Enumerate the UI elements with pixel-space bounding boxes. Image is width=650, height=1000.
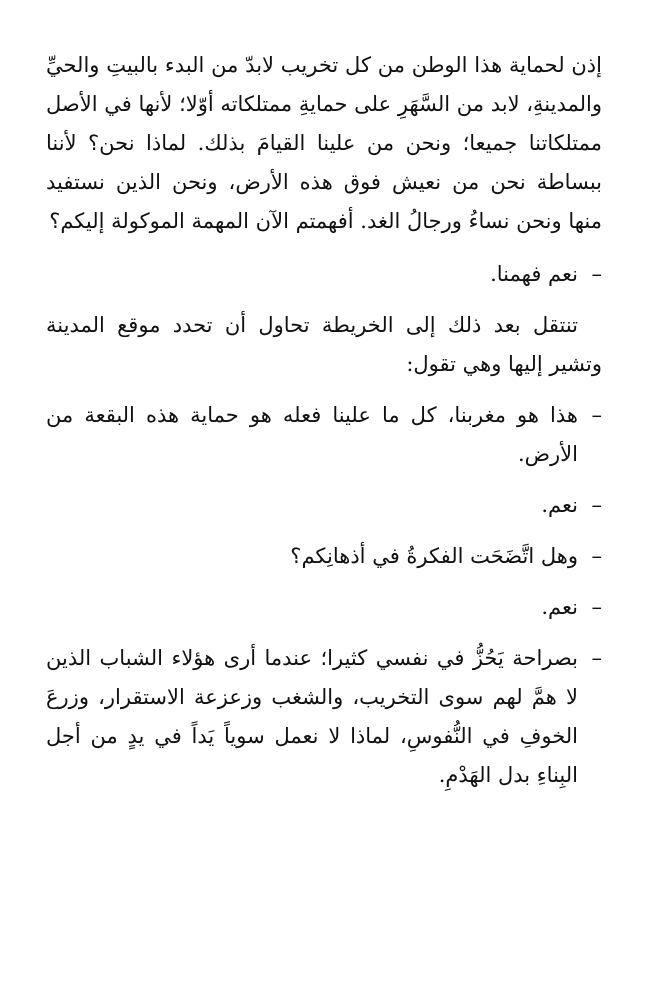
dialogue-dash: – [591,493,602,517]
dialogue-line [46,396,602,474]
dialogue-dash: – [591,544,602,568]
document-page [46,46,602,807]
dialogue-text: نعم فهمنا. [490,262,578,286]
dialogue-line [46,588,602,627]
dialogue-text: نعم. [541,595,578,619]
paragraph-narrative: تنتقل بعد ذلك إلى الخريطة تحاول أن تحدد موقع المدينة وتشير إليها وهي تقول: [46,313,602,376]
dialogue-text: نعم. [541,493,578,517]
dialogue-line [46,486,602,525]
dialogue-line [46,639,602,795]
dialogue-line [46,255,602,294]
dialogue-dash: – [591,646,602,670]
dialogue-text: وهل اتَّضَحَت الفكرةُ في أذهانِكم؟ [290,544,578,568]
dialogue-line [46,537,602,576]
dialogue-dash: – [591,403,602,427]
dialogue-dash: – [591,262,602,286]
dialogue-text: بصراحة يَحُزُّ في نفسي كثيرا؛ عندما أرى هؤلاء الشباب الذين لا همَّ لهم سوى التخريب، والشغب وزعزعة الاستقرار، وزرعَ الخوفِ في النُّفوسِ، لماذا لا نعمل سوياً يَداً في يدٍ من أجل البِناءِ بدل الهَدْمِ. [46,646,578,787]
dialogue-dash: – [591,595,602,619]
dialogue-text: هذا هو مغربنا، كل ما علينا فعله هو حماية هذه البقعة من الأرض. [46,403,578,466]
paragraph-intro: إذن لحماية هذا الوطن من كل تخريب لابدّ من البدء بالبيتِ والحيِّ والمدينةِ، لابد من السَّهَرِ على حمايةِ ممتلكاته أوّلا؛ لأنها في الأصل ممتلكاتنا جميعا؛ ونحن من علينا القيامَ بذلك. لماذا نحن؟ لأننا ببساطة نحن من نعيش فوق هذه الأرض، ونحن الذين نستفيد منها ونحن نساءُ ورجالُ الغد. أفهمتم الآن المهمة الموكولة إليكم؟ [46,53,602,233]
